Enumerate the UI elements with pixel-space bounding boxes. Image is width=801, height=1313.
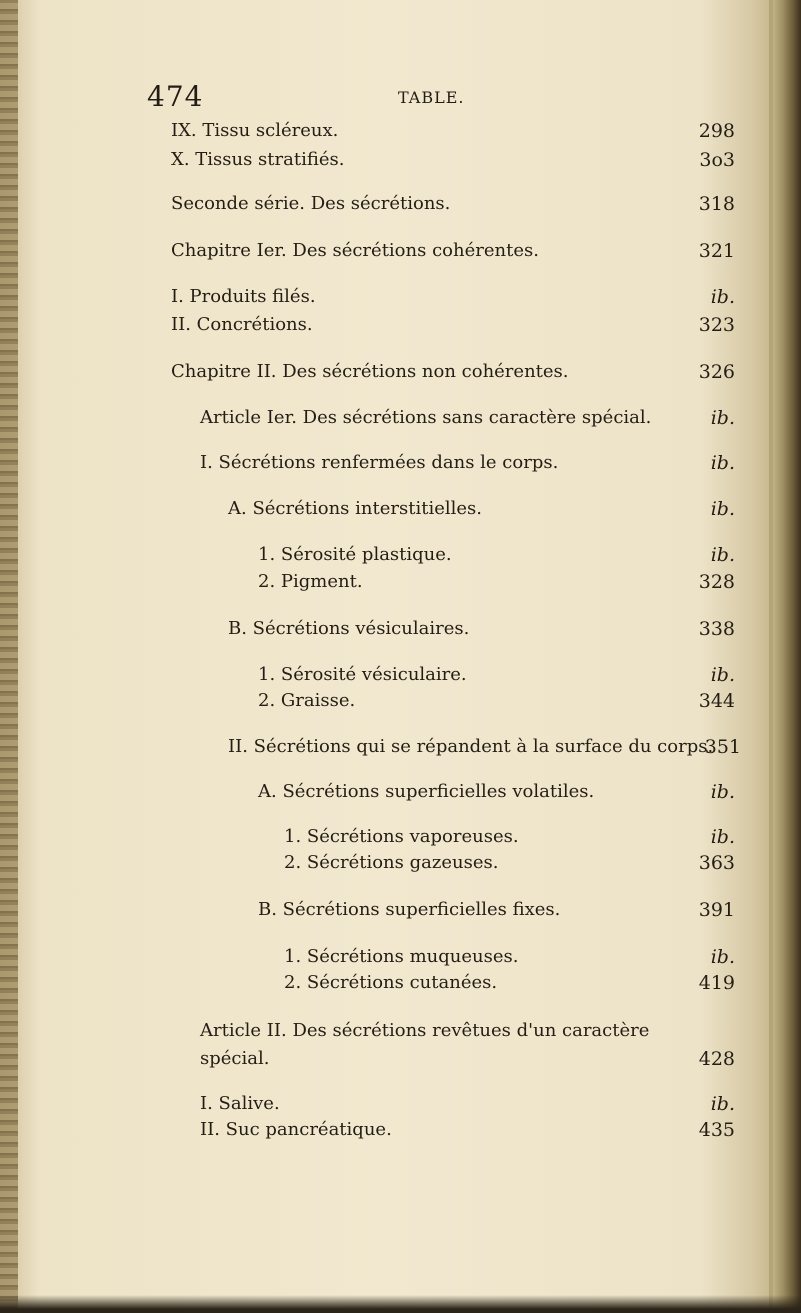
toc-entry — [0, 852, 801, 882]
toc-entry-label: I. Salive. — [200, 1093, 280, 1114]
toc-entry-page: ib. — [710, 826, 735, 848]
toc-entry — [0, 690, 801, 720]
toc-entry-label: Chapitre Ier. Des sécrétions cohérentes. — [171, 240, 539, 261]
toc-entry-page: 338 — [698, 618, 735, 640]
toc-entry-label: B. Sécrétions vésiculaires. — [228, 618, 470, 639]
toc-entry-page: ib. — [710, 664, 735, 686]
toc-entry-page: 363 — [698, 852, 735, 874]
toc-entry-label: X. Tissus stratifiés. — [171, 149, 345, 170]
toc-entry-page: 419 — [698, 972, 735, 994]
toc-entry-page: 328 — [698, 571, 735, 593]
toc-entry — [0, 571, 801, 601]
toc-entry-page: ib. — [710, 498, 735, 520]
page-header — [0, 80, 801, 120]
toc-entry-page: 298 — [698, 120, 735, 142]
toc-entry-page: 435 — [698, 1119, 735, 1141]
page-bottom-shadow — [0, 1295, 801, 1313]
toc-entry — [0, 1048, 801, 1078]
toc-entry-label: I. Produits filés. — [171, 286, 316, 307]
toc-entry-label: 2. Sécrétions gazeuses. — [284, 852, 499, 873]
toc-entry — [0, 618, 801, 648]
toc-entry-label: Article II. Des sécrétions revêtues d'un caractère — [200, 1020, 650, 1041]
toc-entry — [0, 452, 801, 482]
toc-entry — [0, 120, 801, 150]
toc-entry — [0, 1119, 801, 1149]
toc-entry-label: 1. Sécrétions muqueuses. — [284, 946, 519, 967]
toc-entry-label: 2. Graisse. — [258, 690, 356, 711]
running-title: TABLE. — [398, 88, 465, 107]
toc-entry-page: ib. — [710, 407, 735, 429]
toc-entry — [0, 972, 801, 1002]
toc-entry-label: II. Sécrétions qui se répandent à la surface du corps. — [228, 736, 714, 757]
toc-entry-label: 2. Sécrétions cutanées. — [284, 972, 498, 993]
toc-entry-page: ib. — [710, 781, 735, 803]
toc-entry-page: 428 — [698, 1048, 735, 1070]
toc-entry — [0, 361, 801, 391]
toc-entry — [0, 781, 801, 811]
toc-entry-label: spécial. — [200, 1048, 270, 1069]
toc-entry-label: B. Sécrétions superficielles fixes. — [258, 899, 561, 920]
toc-entry — [0, 314, 801, 344]
toc-entry — [0, 193, 801, 223]
toc-entry-label: IX. Tissu scléreux. — [171, 120, 339, 141]
toc-entry-page: 318 — [698, 193, 735, 215]
toc-entry — [0, 498, 801, 528]
toc-entry-label: 1. Sérosité plastique. — [258, 544, 452, 565]
toc-entry-page: ib. — [710, 1093, 735, 1115]
toc-entry-label: II. Suc pancréatique. — [200, 1119, 392, 1140]
toc-entry — [0, 240, 801, 270]
toc-entry-page: 321 — [698, 240, 735, 262]
toc-entry-page: 351 — [704, 736, 741, 758]
toc-entry — [0, 286, 801, 316]
page-number: 474 — [147, 80, 204, 113]
toc-entry-label: I. Sécrétions renfermées dans le corps. — [200, 452, 559, 473]
toc-entry — [0, 407, 801, 437]
toc-entry-page: 326 — [698, 361, 735, 383]
toc-entry-label: Chapitre II. Des sécrétions non cohérentes. — [171, 361, 569, 382]
toc-entry — [0, 1020, 801, 1050]
toc-entry — [0, 149, 801, 179]
toc-entry-label: A. Sécrétions superficielles volatiles. — [258, 781, 595, 802]
toc-entry-label: A. Sécrétions interstitielles. — [228, 498, 482, 519]
toc-entry-page: ib. — [710, 946, 735, 968]
toc-entry-page: ib. — [710, 452, 735, 474]
toc-entry-label: 1. Sérosité vésiculaire. — [258, 664, 467, 685]
toc-entry-label: II. Concrétions. — [171, 314, 313, 335]
toc-entry-page: ib. — [710, 544, 735, 566]
toc-entry-page: ib. — [710, 286, 735, 308]
toc-entry — [0, 899, 801, 929]
toc-entry-page: 344 — [698, 690, 735, 712]
toc-entry — [0, 736, 801, 766]
toc-entry-page: 3o3 — [699, 149, 735, 171]
toc-entry — [0, 544, 801, 574]
toc-entry-label: 1. Sécrétions vaporeuses. — [284, 826, 519, 847]
toc-entry-label: Article Ier. Des sécrétions sans caractère spécial. — [200, 407, 652, 428]
toc-entry-page: 323 — [698, 314, 735, 336]
toc-entry-label: 2. Pigment. — [258, 571, 363, 592]
toc-entry-page: 391 — [698, 899, 735, 921]
toc-entry-label: Seconde série. Des sécrétions. — [171, 193, 451, 214]
